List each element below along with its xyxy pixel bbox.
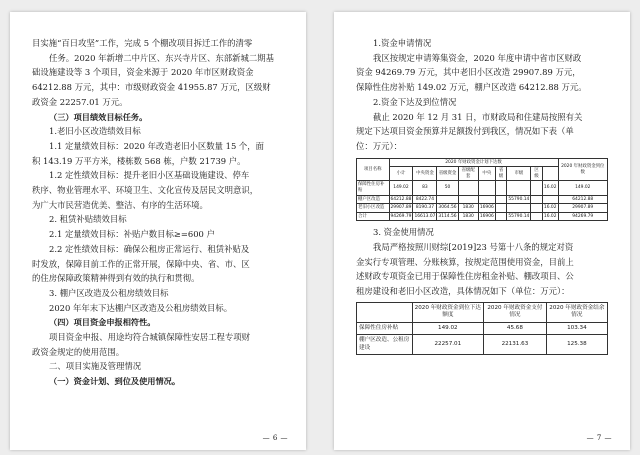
table-header: [542, 167, 558, 181]
paragraph-line: 保障性住房补贴 149.02 万元，棚户区改造 64212.88 万元。: [356, 82, 587, 93]
paragraph-line: 1.老旧小区改造绩效目标: [49, 126, 141, 137]
table-cell: 合计: [357, 212, 390, 221]
paragraph-line: 规定下达项目资金预算并足额拨付到我区，情况如下表（单: [356, 126, 574, 137]
table-cell: [495, 195, 507, 204]
paragraph-line: 资金 94269.79 万元，其中老旧小区改造 29907.89 万元，: [356, 67, 581, 78]
paragraph-line: 3. 资金使用情况: [373, 227, 434, 238]
table-cell: [531, 204, 543, 213]
table-cell: 1830: [458, 204, 478, 213]
table-header: 省级配套: [458, 167, 478, 181]
table-cell: 棚户区改造、公租房建设: [357, 335, 413, 355]
paragraph-line: 二、项目实施及管理情况: [49, 361, 142, 372]
paragraph-line: 础设施建设等 3 个项目，资金来源于 2020 年市区财政资金: [32, 67, 254, 78]
funding-table: [356, 158, 608, 222]
paragraph-line: 项目资金申报、用途均符合城镇保障性安居工程专项财: [49, 332, 250, 343]
table-cell: 103.34: [546, 322, 607, 335]
table-cell: 8190.37: [413, 204, 437, 213]
table-header: 2020 年财政资金到位下达额度: [412, 302, 483, 322]
right-page-body: [356, 36, 614, 355]
table-cell: 149.02: [412, 322, 483, 335]
table-cell: 16613.07: [413, 212, 437, 221]
table-header: 项目名称: [357, 158, 390, 181]
table-row: [357, 322, 608, 335]
right-page-text-mid: [356, 225, 614, 299]
table-header: 2020 年财政资金结余情况: [546, 302, 607, 322]
paragraph-line: 2020 年年末下达棚户区改造及公租房绩效目标。: [49, 302, 233, 313]
table-cell: 保障性住房补贴: [357, 181, 390, 195]
table-cell: 149.02: [558, 181, 608, 195]
table-header: [357, 302, 413, 322]
paragraph-line: 位：万元）：: [356, 140, 403, 151]
table-cell: 149.02: [389, 181, 413, 195]
table-cell: 94269.79: [389, 212, 413, 221]
table-header: 市级: [507, 167, 531, 181]
paragraph-line: 2. 租赁补贴绩效目标: [49, 214, 127, 225]
paragraph-line: 积 143.19 万平方米，楼栋数 568 栋，户数 21739 户。: [32, 155, 246, 166]
table-cell: 1830: [458, 212, 478, 221]
table-row: [357, 204, 608, 213]
paragraph-line: 租房建设和老旧小区改造，具体情况如下（单位：万元）：: [356, 286, 570, 297]
table-cell: 29907.89: [558, 204, 608, 213]
table-cell: 3114.56: [437, 212, 458, 221]
table-header: 2020 年财政资金支付情况: [484, 302, 547, 322]
table-cell: 83: [413, 181, 437, 195]
table-cell: 16906: [478, 212, 495, 221]
table-cell: [531, 212, 543, 221]
left-page-body: [32, 36, 290, 389]
section-heading: （一）资金计划、到位及使用情况。: [49, 376, 181, 387]
paragraph-line: 政资金规定的使用范围。: [32, 346, 125, 357]
table-cell: [542, 195, 558, 204]
paragraph-line: 2.资金下达及到位情况: [373, 96, 457, 107]
page-number-right: — 7 —: [586, 434, 612, 442]
table-cell: [495, 204, 507, 213]
table-row: [357, 335, 608, 355]
table-cell: [531, 181, 543, 195]
table-cell: 3064.56: [437, 204, 458, 213]
paragraph-line: 1.1 定量绩效目标：2020 年改造老旧小区数量 15 个，面: [49, 140, 265, 151]
paragraph-line: 的住房保障政策精神得到有效的执行和贯彻。: [32, 273, 200, 284]
paragraph-line: 政资金 22257.01 万元。: [32, 96, 128, 107]
table-cell: 64212.88: [558, 195, 608, 204]
table-header: 小计: [389, 167, 413, 181]
section-heading: （三）项目绩效目标任务。: [49, 111, 148, 122]
table-cell: [458, 181, 478, 195]
table-cell: 保障性住房补贴: [357, 322, 413, 335]
table-cell: [458, 195, 478, 204]
page-number-left: — 6 —: [262, 434, 288, 442]
table-cell: 64212.88: [389, 195, 413, 204]
table-cell: 老旧小区改造: [357, 204, 390, 213]
table-cell: 棚户区改造: [357, 195, 390, 204]
table-cell: [478, 181, 495, 195]
table-row: [357, 212, 608, 221]
table-cell: 16.02: [542, 181, 558, 195]
paragraph-line: 1.2 定性绩效目标：提升老旧小区基础设施建设、停车: [49, 170, 250, 181]
paragraph-line: 截止 2020 年 12 月 31 日，市财政局和住建局按照有关: [373, 111, 583, 122]
paragraph-line: 时发放，保障目前工作的正常开展，保障中央、省、市、区: [32, 258, 250, 269]
paragraph-line: 我区按规定申请筹集资金，2020 年度申请中省市区财政: [373, 52, 582, 63]
table-cell: 22131.63: [484, 335, 547, 355]
paragraph-line: 2.1 定量绩效目标：补贴户数目标≥=600 户: [49, 229, 215, 240]
left-page: [10, 12, 306, 450]
paragraph-line: 述财政专项资金已用于保障性住房租金补贴、棚改项目、公: [356, 271, 574, 282]
table-cell: 45.68: [484, 322, 547, 335]
paragraph-line: 64212.88 万元，其中：市级财政资金 41955.87 万元，区级财: [32, 82, 271, 93]
paragraph-line: 1.资金申请情况: [373, 38, 432, 48]
table-header: 区级: [531, 167, 543, 181]
table-cell: 29907.89: [389, 204, 413, 213]
table-header: 省级: [495, 167, 507, 181]
table-row: [357, 195, 608, 204]
table-cell: 55790.14: [507, 212, 531, 221]
usage-table: [356, 302, 608, 356]
table-cell: 50: [437, 181, 458, 195]
paragraph-line: 目实施“百日攻坚”工作，完成 5 个棚改项目拆迁工作的清零: [32, 38, 253, 48]
right-page: [334, 12, 630, 450]
funding-table-body: [357, 181, 608, 221]
right-page-text-top: [356, 36, 614, 154]
table-cell: [478, 195, 495, 204]
table-cell: [507, 204, 531, 213]
table-cell: 8422.74: [413, 195, 437, 204]
table-cell: [531, 195, 543, 204]
table-cell: [507, 181, 531, 195]
table-cell: 94269.79: [558, 212, 608, 221]
paragraph-line: 为广大市民营造优美、整洁、有序的生活环境。: [32, 199, 208, 210]
section-heading: （四）项目资金申报相符性。: [49, 317, 156, 328]
table-cell: 16.02: [542, 204, 558, 213]
table-header: 2020 年财政资金到位数: [558, 158, 608, 181]
paragraph-line: 金实行专项管理、分账核算，按规定范围使用资金，目前上: [356, 256, 574, 267]
table-cell: [495, 181, 507, 195]
table-cell: [495, 212, 507, 221]
table-cell: 16.02: [542, 212, 558, 221]
table-row: [357, 181, 608, 195]
table-cell: [437, 195, 458, 204]
table-header: 省级资金: [437, 167, 458, 181]
table-header: 中央: [478, 167, 495, 181]
paragraph-line: 2.2 定性绩效目标：确保公租房正常运行、租赁补贴及: [49, 243, 250, 254]
table-cell: 55790.14: [507, 195, 531, 204]
paragraph-line: 秩序、物业管理水平、环境卫生、文化宣传及居民文明意识，: [32, 185, 259, 196]
paragraph-line: 3. 棚户区改造及公租房绩效目标: [49, 287, 169, 298]
table-header: 中央资金: [413, 167, 437, 181]
paragraph-line: 我局严格按照川财综[2019]23 号第十八条的规定对资: [373, 242, 574, 253]
table-cell: 16906: [478, 204, 495, 213]
table-cell: 125.38: [546, 335, 607, 355]
table-cell: 22257.01: [412, 335, 483, 355]
table-header: 2020 年财政资金计划下达数: [389, 158, 558, 167]
usage-table-body: [357, 322, 608, 355]
paragraph-line: 任务。2020 年新增二中片区、东兴寺片区、东部新城二期基: [49, 52, 274, 63]
